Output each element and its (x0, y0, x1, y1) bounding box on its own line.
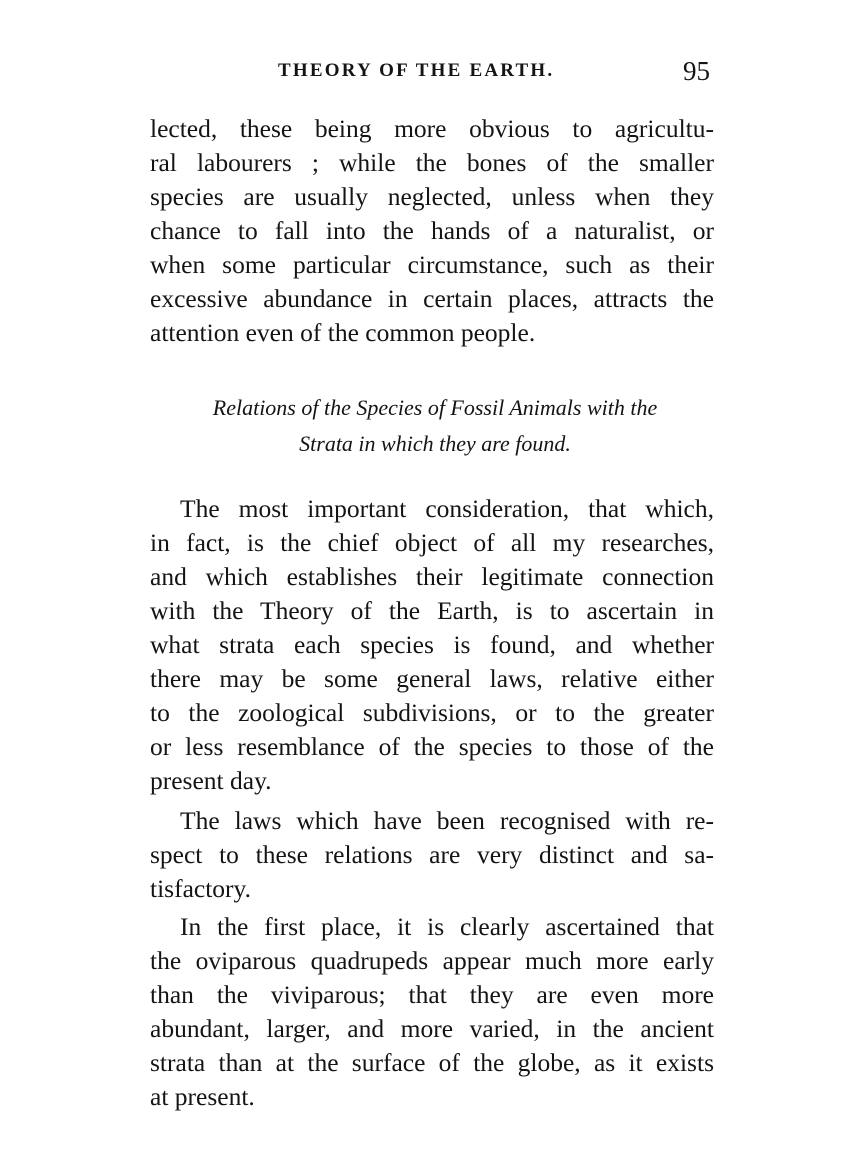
paragraph-2-line: present day. (150, 766, 272, 795)
paragraph-1-line: attention even of the common people. (150, 318, 536, 347)
paragraph-3-line: spect to these relations are very distinct and sa- (150, 840, 714, 869)
running-title: THEORY OF THE EARTH. (278, 60, 555, 81)
paragraph-2-line: or less resemblance of the species to those of the (150, 732, 714, 761)
paragraph-3-line: The laws which have been recognised with re- (180, 806, 714, 835)
paragraph-2-line: with the Theory of the Earth, is to ascertain in (150, 596, 714, 625)
paragraph-1-line: lected, these being more obvious to agricultu- (150, 114, 714, 143)
section-heading-line: Strata in which they are found. (299, 431, 571, 456)
paragraph-2-line: The most important consideration, that which, (180, 494, 714, 523)
paragraph-4-line: strata than at the surface of the globe, as it exists (150, 1048, 714, 1077)
paragraph-4-line: In the first place, it is clearly ascertained that (180, 912, 714, 941)
paragraph-4-line: the oviparous quadrupeds appear much more early (150, 946, 714, 975)
paragraph-2-line: to the zoological subdivisions, or to the greater (150, 698, 714, 727)
paragraph-3-line: tisfactory. (150, 874, 252, 903)
paragraph-2-line: in fact, is the chief object of all my researches, (150, 528, 714, 557)
paragraph-4-line: than the viviparous; that they are even more (150, 980, 714, 1009)
paragraph-1-line: excessive abundance in certain places, attracts the (150, 284, 714, 313)
paragraph-1-line: species are usually neglected, unless when they (150, 182, 714, 211)
section-heading-line: Relations of the Species of Fossil Animals with the (212, 395, 658, 420)
paragraph-1-line: ral labourers ; while the bones of the smaller (150, 148, 714, 177)
page-number: 95 (683, 56, 710, 86)
paragraph-1-line: chance to fall into the hands of a naturalist, or (150, 216, 714, 245)
paragraph-2-line: and which establishes their legitimate connection (150, 562, 714, 591)
paragraph-1-line: when some particular circumstance, such as their (150, 250, 714, 279)
running-head (150, 56, 716, 90)
paragraph-2-line: what strata each species is found, and whether (150, 630, 714, 659)
paragraph-4-line: at present. (150, 1082, 255, 1111)
paragraph-4-line: abundant, larger, and more varied, in the ancient (150, 1014, 714, 1043)
paragraph-2-line: there may be some general laws, relative either (150, 664, 714, 693)
